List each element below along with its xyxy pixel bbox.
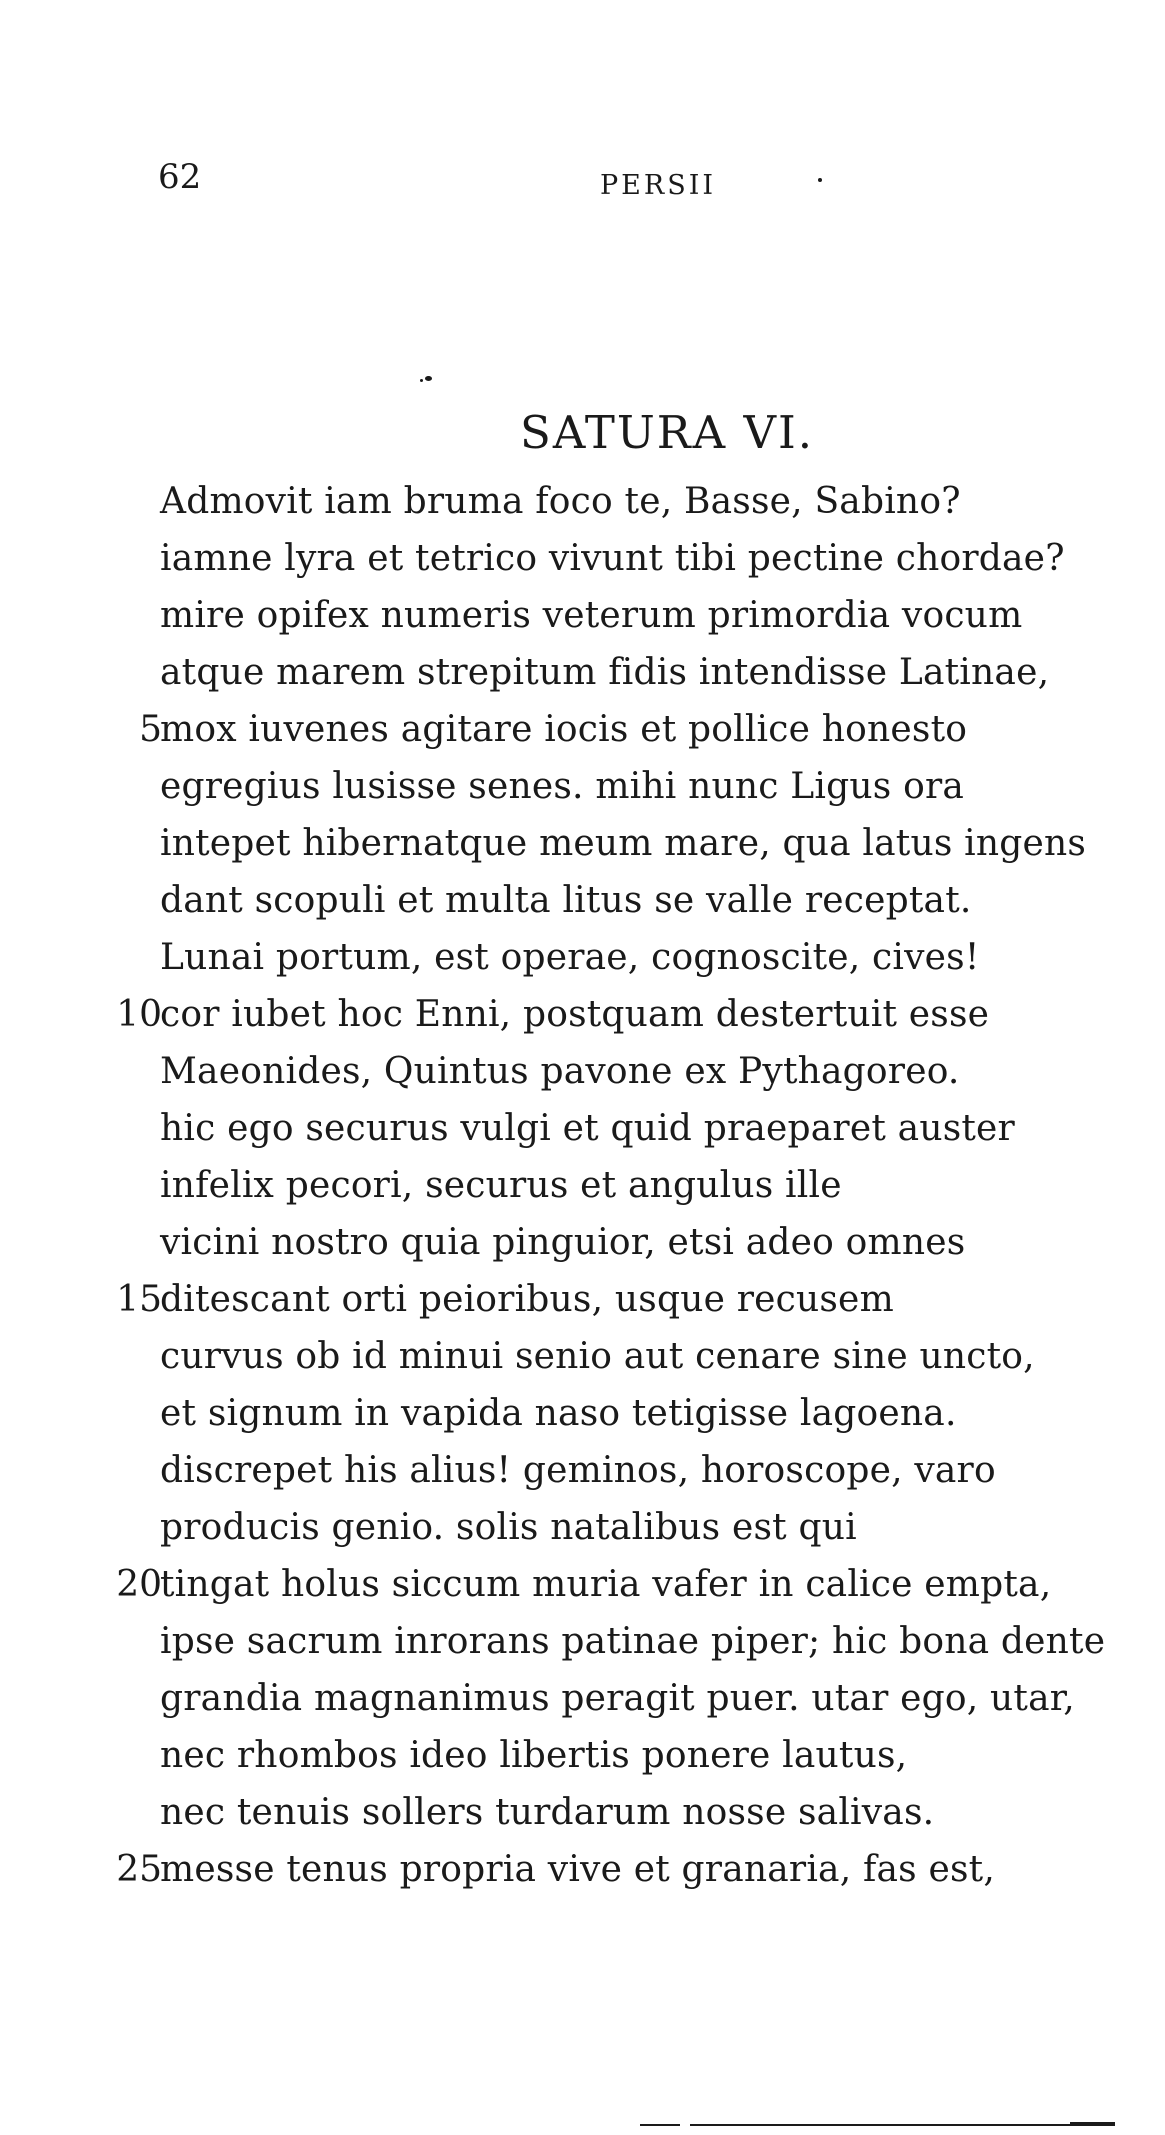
verse-line: [0, 1214, 1165, 1271]
line-text: tingat holus siccum muria vafer in calice empta,: [160, 1564, 1052, 1605]
line-text: messe tenus propria vive et granaria, fas est,: [160, 1849, 995, 1890]
line-text: Admovit iam bruma foco te, Basse, Sabino?: [160, 481, 961, 522]
verse-line: [0, 644, 1165, 701]
line-text: curvus ob id minui senio aut cenare sine uncto,: [160, 1336, 1035, 1377]
verse-line: [0, 1613, 1165, 1670]
verse-line: [0, 473, 1165, 530]
verse-line: [0, 929, 1165, 986]
line-text: infelix pecori, securus et angulus ille: [160, 1165, 842, 1206]
ink-speck: [425, 376, 432, 381]
line-text: nec tenuis sollers turdarum nosse salivas.: [160, 1792, 935, 1833]
line-text: hic ego securus vulgi et quid praeparet auster: [160, 1108, 1015, 1149]
verse-line: [0, 1556, 1165, 1613]
page-number: 62: [158, 157, 202, 197]
line-text: atque marem strepitum fidis intendisse Latinae,: [160, 652, 1050, 693]
verse-line: [0, 530, 1165, 587]
line-number: 15: [116, 1279, 162, 1320]
line-number: 25: [116, 1849, 162, 1890]
verse-line: [0, 815, 1165, 872]
line-text: et signum in vapida naso tetigisse lagoena.: [160, 1393, 957, 1434]
ink-speck: [818, 178, 822, 182]
poem-title: SATURA VI.: [520, 406, 815, 459]
line-text: iamne lyra et tetrico vivunt tibi pectine chordae?: [160, 538, 1065, 579]
line-number: 10: [116, 994, 162, 1035]
verse-line: [0, 1385, 1165, 1442]
footer-rule: [1070, 2122, 1115, 2126]
line-text: grandia magnanimus peragit puer. utar ego, utar,: [160, 1678, 1075, 1719]
footer-rule: [640, 2124, 680, 2126]
line-text: intepet hibernatque meum mare, qua latus ingens: [160, 823, 1087, 864]
line-text: mox iuvenes agitare iocis et pollice honesto: [160, 709, 968, 750]
verse-line: [0, 758, 1165, 815]
verse-line: [0, 872, 1165, 929]
line-text: mire opifex numeris veterum primordia vocum: [160, 595, 1023, 636]
line-text: dant scopuli et multa litus se valle receptat.: [160, 880, 972, 921]
running-head: PERSII: [600, 170, 717, 201]
line-number: 5: [139, 709, 162, 750]
verse-line: [0, 1727, 1165, 1784]
verse-line: [0, 1328, 1165, 1385]
verse-line: [0, 1100, 1165, 1157]
line-number: 20: [116, 1564, 162, 1605]
line-text: ditescant orti peioribus, usque recusem: [160, 1279, 894, 1320]
line-text: Maeonides, Quintus pavone ex Pythagoreo.: [160, 1051, 960, 1092]
line-text: nec rhombos ideo libertis ponere lautus,: [160, 1735, 908, 1776]
verse-line: [0, 1043, 1165, 1100]
verse-line: [0, 1841, 1165, 1898]
verse-line: [0, 1271, 1165, 1328]
verse-line: [0, 1499, 1165, 1556]
verse-line: [0, 701, 1165, 758]
verse-line: [0, 1670, 1165, 1727]
verse-line: [0, 1157, 1165, 1214]
line-text: cor iubet hoc Enni, postquam destertuit esse: [160, 994, 990, 1035]
line-text: Lunai portum, est operae, cognoscite, cives!: [160, 937, 980, 978]
footer-rule: [690, 2124, 1070, 2126]
verse-line: [0, 986, 1165, 1043]
verse-line: [0, 587, 1165, 644]
line-text: discrepet his alius! geminos, horoscope, varo: [160, 1450, 996, 1491]
verse-line: [0, 1784, 1165, 1841]
line-text: producis genio. solis natalibus est qui: [160, 1507, 857, 1548]
ink-speck: [420, 379, 423, 382]
line-text: ipse sacrum inrorans patinae piper; hic bona dente: [160, 1621, 1106, 1662]
verse-line: [0, 1442, 1165, 1499]
line-text: egregius lusisse senes. mihi nunc Ligus ora: [160, 766, 965, 807]
line-text: vicini nostro quia pinguior, etsi adeo omnes: [160, 1222, 966, 1263]
